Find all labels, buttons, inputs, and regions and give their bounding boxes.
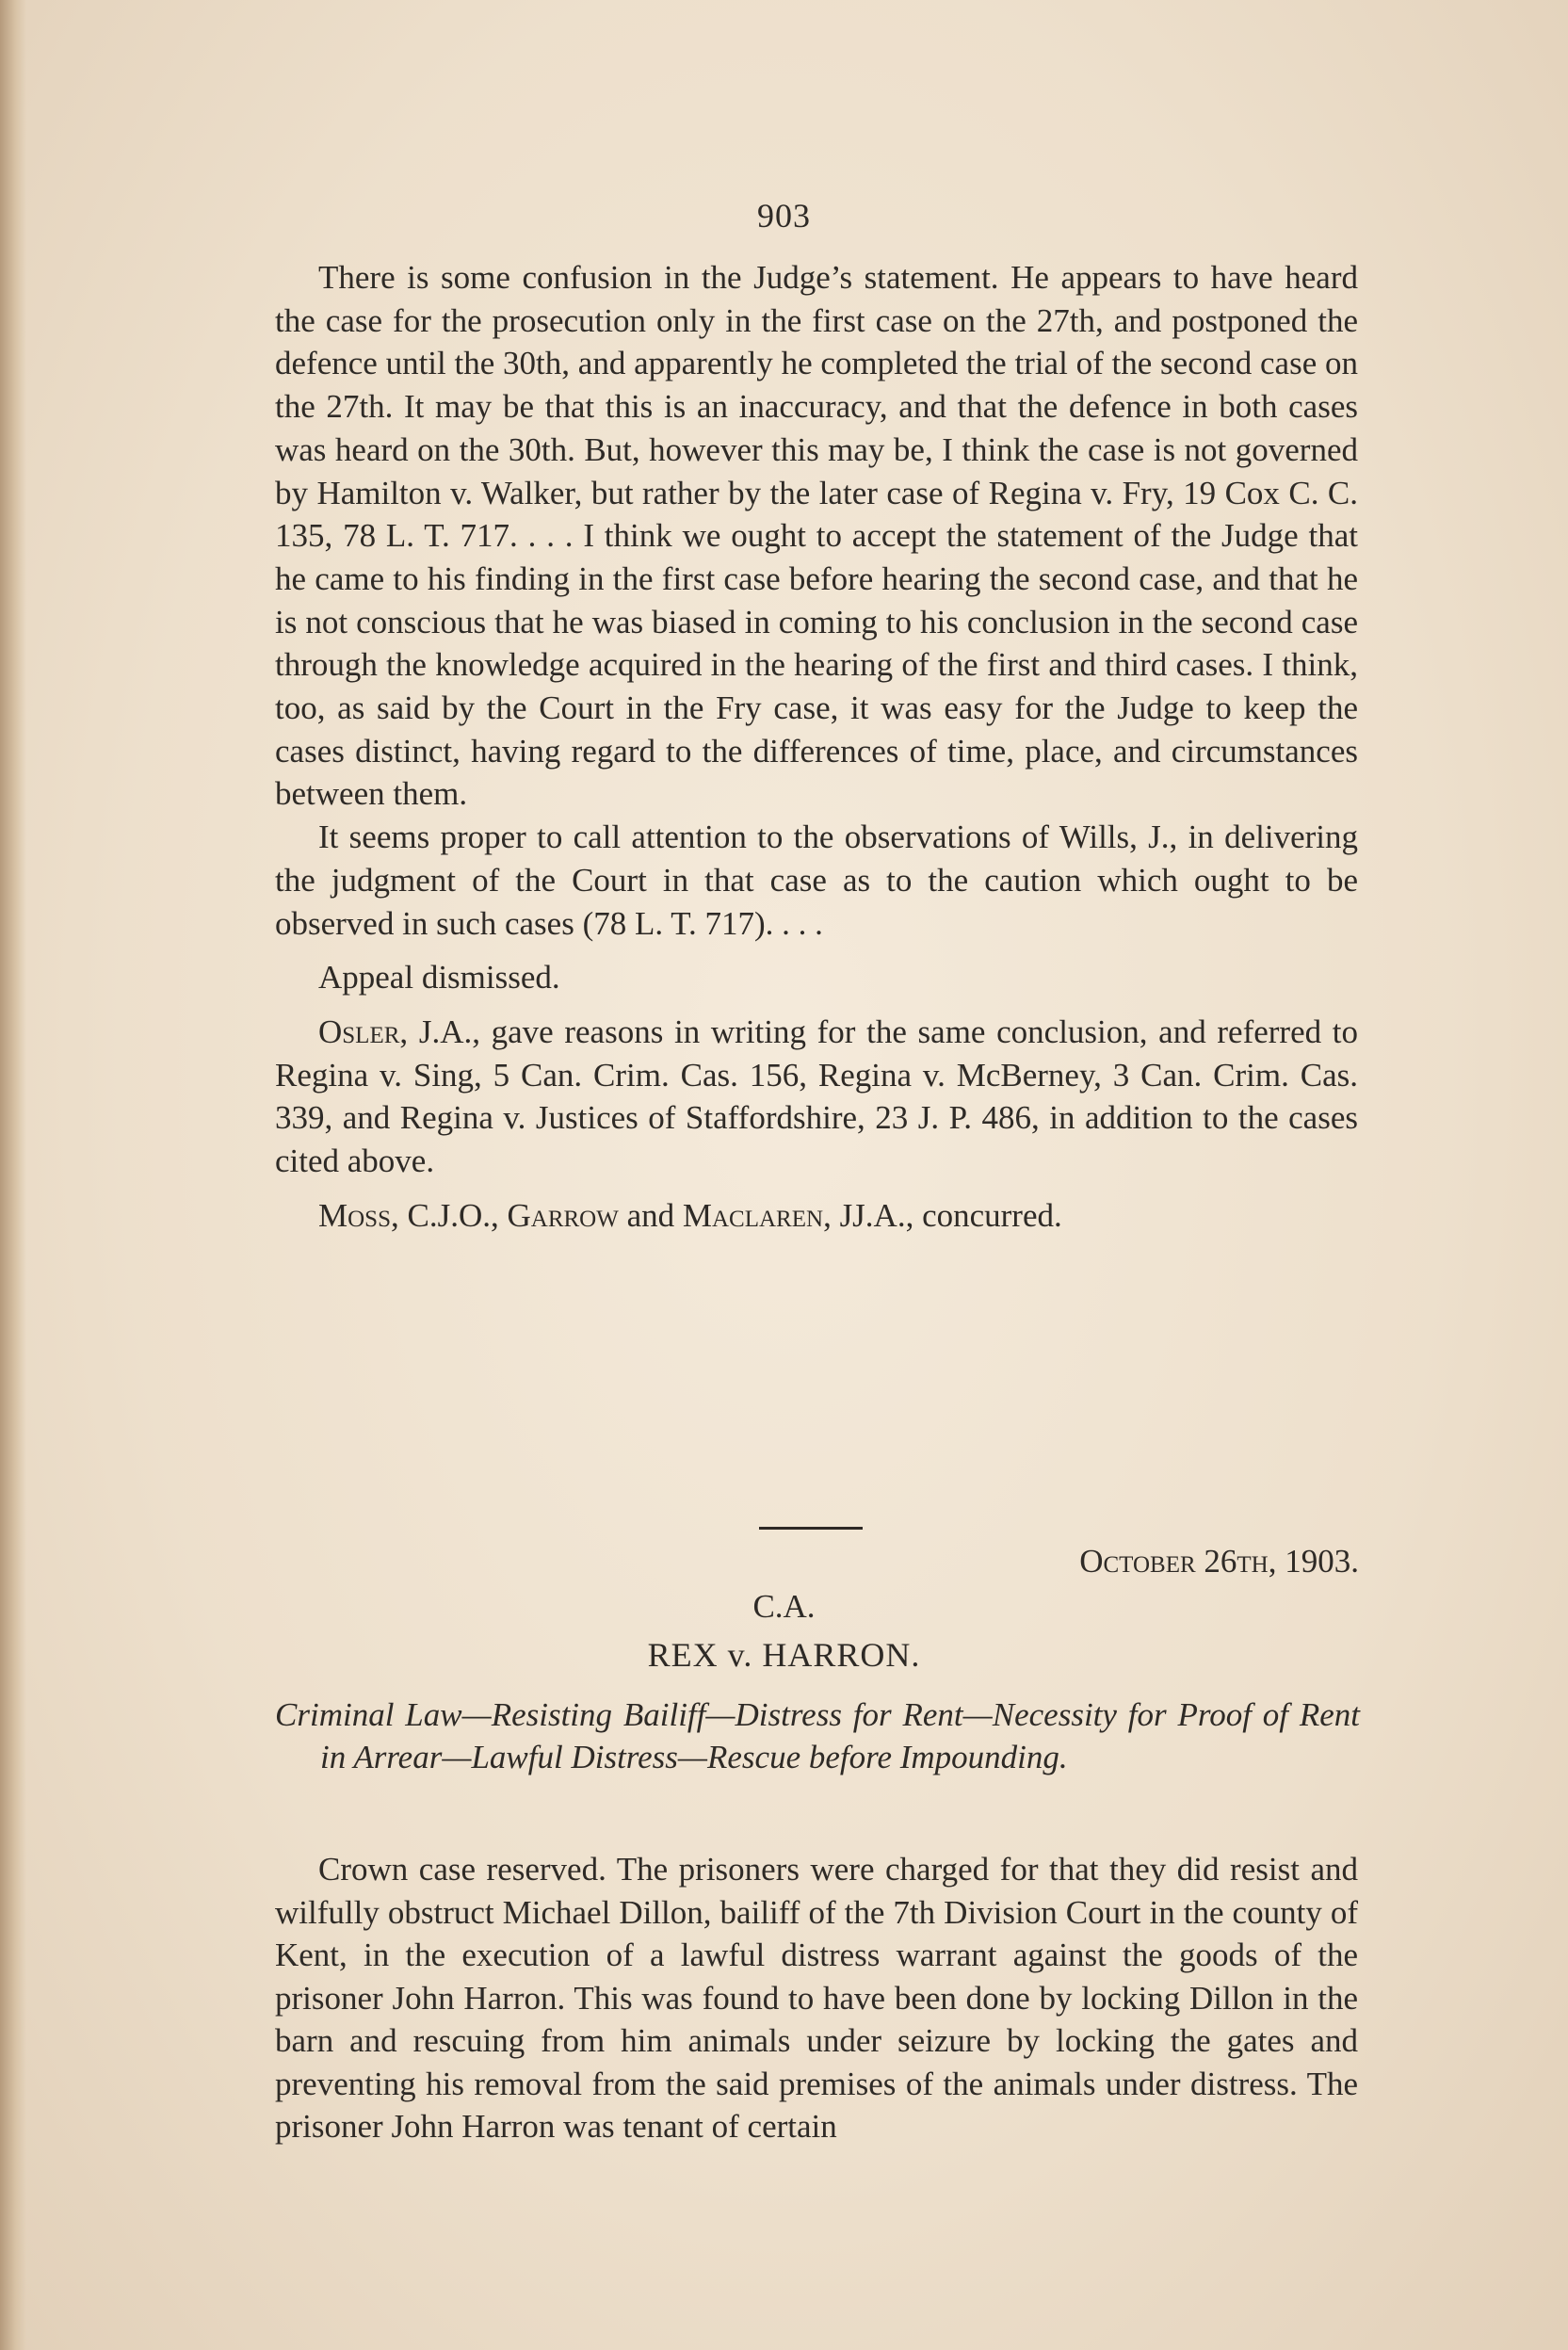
concurrence-text-3: , JJ.A., concurred.	[823, 1196, 1062, 1234]
osler-reasons: , J.A., gave reasons in writing for the same conclusion, and referred to Regina v. Sing, 5 Can. Crim. Cas. 156, Regina v. McBerney, 3 Can. Crim. Cas. 339, and Regina v. Justices of Staffordshire, 23 J. P. 486, in addition to the cases cited above.	[275, 1013, 1358, 1180]
case-date: October 26th, 1903.	[1079, 1543, 1359, 1580]
judge-name-osler: Osler	[318, 1013, 400, 1050]
paragraph-crown-case: Crown case reserved. The prisoners were charged for that they did resist and wilfully obstruct Michael Dillon, bailiff of the 7th Division Court in the county of Kent, in the execution of a lawful distress warrant against the goods of the prisoner John Harron. This was found to have been done by locking Dillon in the barn and rescuing from him animals under seizure by locking the gates and preventing his removal from the said premises of the animals under distress. The prisoner John Harron was tenant of certain	[275, 1851, 1358, 2145]
case-body	[275, 1848, 1358, 2148]
case-title: REX v. HARRON.	[647, 1636, 921, 1674]
concurrence-text-2: and	[618, 1196, 683, 1234]
case-headnote	[277, 1694, 1360, 1778]
judge-name-garrow: Garrow	[507, 1196, 619, 1234]
paragraph-appeal-dismissed: Appeal dismissed.	[318, 959, 560, 997]
binding-gutter	[0, 0, 26, 2350]
opinion-text	[275, 256, 1358, 1237]
paragraph-judge-statement: There is some confusion in the Judge’s statement. He appears to have heard the case for the prosecution only in the first case on the 27th, and postponed the defence until the 30th, and apparently he completed the trial of the second case on the 27th. It may be that this is an inaccuracy, and that the defence in both cases was heard on the 30th. But, however this may be, I think the case is not governed by Hamilton v. Walker, but rather by the later case of Regina v. Fry, 19 Cox C. C. 135, 78 L. T. 717. . . . I think we ought to accept the statement of the Judge that he came to his finding in the first case before hearing the second case, and that he is not conscious that he was biased in coming to his conclusion in the second case through the knowledge acquired in the hearing of the first and third cases. I think, too, as said by the Court in the Fry case, it was easy for the Judge to keep the cases distinct, having regard to the differences of time, place, and circumstances between them.	[275, 259, 1358, 813]
concurrence-text-1: , C.J.O.,	[390, 1196, 508, 1234]
paragraph-observations: It seems proper to call attention to the observations of Wills, J., in delivering the judgment of the Court in that case as to the caution which ought to be observed in such cases (78 L. T. 717). . . .	[275, 818, 1358, 942]
paragraph-osler	[275, 1011, 1358, 1183]
page-number: 903	[757, 197, 811, 235]
paragraph-concurrence	[275, 1194, 1358, 1238]
judge-name-maclaren: Maclaren	[682, 1196, 824, 1234]
judge-name-moss: Moss	[318, 1196, 391, 1234]
headnote-text: Criminal Law—Resisting Bailiff—Distress for Rent—Necessity for Proof of Rent in Arrear—Lawful Distress—Rescue before Impounding.	[275, 1696, 1360, 1775]
court-abbreviation: C.A.	[752, 1588, 816, 1625]
section-divider	[759, 1527, 863, 1530]
